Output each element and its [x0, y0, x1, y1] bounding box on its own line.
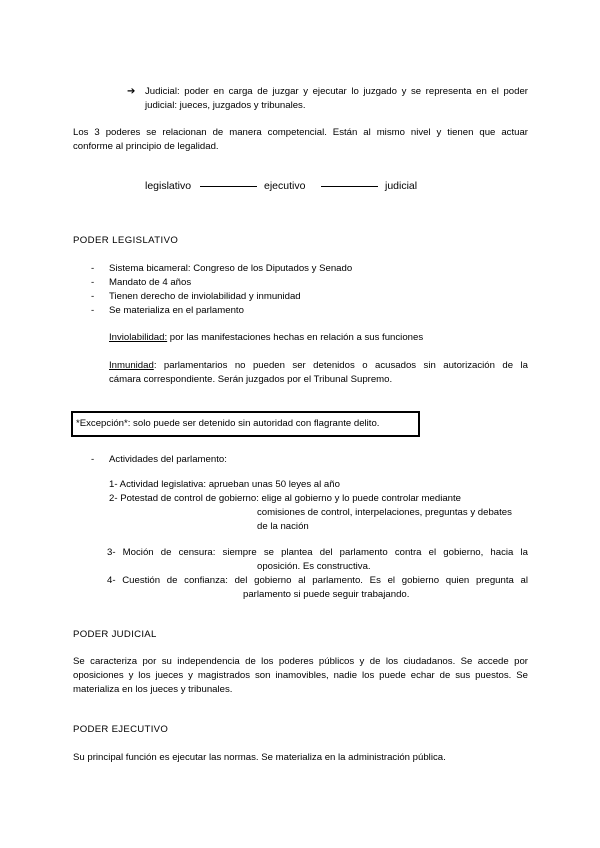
diagram-judicial: judicial: [385, 180, 418, 192]
legislativo-heading: PODER LEGISLATIVO: [73, 235, 179, 246]
list-item: Tienen derecho de inviolabilidad y inmunidad: [109, 291, 301, 302]
list-dash: -: [91, 263, 95, 274]
actividad-item-2-line2: comisiones de control, interpelaciones, preguntas y debates: [257, 507, 512, 518]
ejecutivo-line1: Su principal función es ejecutar las normas. Se materializa en la administración pública.: [73, 752, 446, 763]
list-item: Mandato de 4 años: [109, 277, 192, 288]
inmunidad-term: Inmunidad: [109, 360, 154, 371]
diagram-connector-right: [321, 186, 378, 187]
list-dash: -: [91, 277, 95, 288]
diagram-legislativo: legislativo: [145, 180, 192, 192]
judicial-bullet-line2: judicial: jueces, juzgados y tribunales.: [145, 100, 306, 111]
diagram-ejecutivo: ejecutivo: [264, 180, 306, 192]
judicial-line2: oposiciones y los jueces y magistrados son inamovibles, nadie los puede echar de sus puestos. Se: [73, 670, 528, 681]
judicial-line1: Se caracteriza por su independencia de los poderes públicos y de los ciudadanos. Se accede por: [73, 656, 528, 667]
judicial-line3: materializa en los jueces y tribunales.: [73, 684, 233, 695]
list-item: Se materializa en el parlamento: [109, 305, 244, 316]
excepcion-text: *Excepción*: solo puede ser detenido sin autoridad con flagrante delito.: [76, 418, 380, 429]
list-item: Sistema bicameral: Congreso de los Diputados y Senado: [109, 263, 353, 274]
inmunidad-line2: cámara correspondiente. Serán juzgados por el Tribunal Supremo.: [109, 374, 393, 385]
arrow-bullet-icon: ➔: [127, 86, 136, 97]
inviolabilidad-text: por las manifestaciones hechas en relación a sus funciones: [167, 332, 424, 343]
judicial-bullet-line1: Judicial: poder en carga de juzgar y ejecutar lo juzgado y se representa en el poder: [145, 86, 528, 97]
actividad-item-2-line3: de la nación: [257, 521, 309, 532]
actividad-item-4-line2: parlamento si puede seguir trabajando.: [243, 589, 410, 600]
actividad-item-1: 1- Actividad legislativa: aprueban unas 50 leyes al año: [109, 479, 340, 490]
inmunidad-definition: [109, 359, 528, 373]
intro-line2: conforme al principio de legalidad.: [73, 141, 219, 152]
actividades-heading: Actividades del parlamento:: [109, 454, 227, 465]
list-dash: -: [91, 291, 95, 302]
ejecutivo-heading: PODER EJECUTIVO: [73, 724, 169, 735]
actividad-item-3-line1: 3- Moción de censura: siempre se plantea del parlamento contra el gobierno, hacia la: [107, 547, 528, 558]
list-dash: -: [91, 454, 95, 465]
judicial-heading: PODER JUDICIAL: [73, 629, 157, 640]
actividad-item-2-line1: 2- Potestad de control de gobierno: elige al gobierno y lo puede controlar mediante: [109, 493, 462, 504]
inmunidad-line1: : parlamentarios no pueden ser detenidos o acusados sin autorización de la: [153, 360, 528, 371]
actividad-item-4-line1: 4- Cuestión de confianza: del gobierno al parlamento. Es el gobierno quien pregunta al: [107, 575, 528, 586]
intro-line1: Los 3 poderes se relacionan de manera competencial. Están al mismo nivel y tienen que actuar: [73, 127, 528, 138]
inviolabilidad-definition: [109, 331, 423, 345]
list-dash: -: [91, 305, 95, 316]
actividad-item-3-line2: oposición. Es constructiva.: [257, 561, 371, 572]
inviolabilidad-term: Inviolabilidad:: [109, 332, 168, 343]
diagram-connector-left: [200, 186, 257, 187]
